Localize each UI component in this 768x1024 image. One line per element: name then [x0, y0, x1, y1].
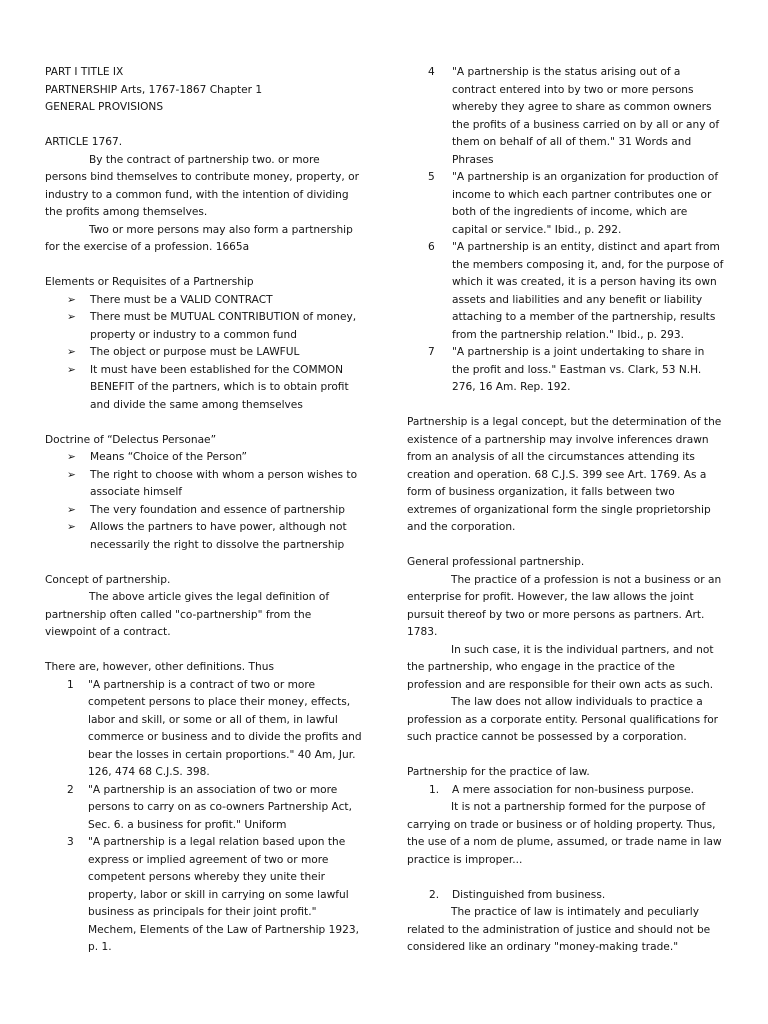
- definition-item: 1 "A partnership is a contract of two or more competent persons to place their money, effects, labor and skill, or some or all of them, in lawful commerce or business and to divide the profits and bear the losses in certain proportions." 40 Am, Jur. 126, 474 68 C.J.S. 398.: [67, 678, 362, 778]
- list-item: ➢ The very foundation and essence of partnership: [45, 502, 363, 520]
- definitions-intro: There are, however, other definitions. Thus: [45, 661, 274, 673]
- definition-item: 3 "A partnership is a legal relation based upon the express or implied agreement of two or more competent persons whereby they unite their property, labor or skill in carrying on some lawful business as principals for their joint profit." Mechem, Elements of the Law of Partnership 1923, p. 1.: [67, 836, 359, 953]
- definition-item: 6 "A partnership is an entity, distinct and apart from the members composing it, and, for the purpose of which it was created, it is a person having its own assets and liabilities and any benefit or liability attaching to a member of the partnership, results from the partnership relation." Ibid., p. 293.: [428, 241, 724, 341]
- gpp-title: General professional partnership.: [407, 556, 585, 568]
- list-item: ➢ It must have been established for the COMMON BENEFIT of the partners, which is to obtain profit and divide the same among themselves: [67, 363, 349, 411]
- heading-line: PART I TITLE IX: [45, 66, 124, 78]
- arrow-bullet-icon: ➢: [67, 346, 76, 358]
- law-item-paragraph: It is not a partnership formed for the purpose of carrying on trade or business or of holding property. Thus, the use of a nom de plume, assumed, or trade name in law practice is improper...: [407, 801, 722, 866]
- definition-item: 4 "A partnership is the status arising out of a contract entered into by two or more persons whereby they agree to share as common owners the profits of a business carried on by all or any of them on behalf of all of them." 31 Words and Phrases: [428, 66, 720, 166]
- elements-title: Elements or Requisites of a Partnership: [45, 276, 254, 288]
- article-title: ARTICLE 1767.: [45, 136, 123, 148]
- list-item: ➢ There must be a VALID CONTRACT: [45, 292, 363, 310]
- concept-title: Concept of partnership.: [45, 573, 171, 586]
- law-title: Partnership for the practice of law.: [407, 766, 590, 778]
- list-item: ➢ Allows the partners to have power, although not necessarily the right to dissolve the partnership: [67, 521, 347, 551]
- list-item: ➢ The object or purpose must be LAWFUL: [45, 344, 363, 362]
- gpp-paragraph: The law does not allow individuals to practice a profession as a corporate entity. Personal qualifications for such practice cannot be possessed by a corporation.: [407, 696, 719, 743]
- right-column: [407, 64, 725, 957]
- doctrine-title: Doctrine of “Delectus Personae”: [45, 433, 217, 446]
- definition-item: 5 "A partnership is an organization for production of income to which each partner contributes one or both of the ingredients of income, which are capital or service." Ibid., p. 292.: [428, 171, 719, 236]
- legal-concept-paragraph: Partnership is a legal concept, but the determination of the existence of a partnership may involve inferences drawn from an analysis of all the circumstances attending its creation and operation. 68 C.J.S. 399 see Art. 1769. As a form of business organization, it falls between two extremes of organizational form the single proprietorship and the corporation.: [407, 416, 722, 533]
- list-item: ➢ Means “Choice of the Person”: [45, 449, 363, 467]
- law-item-paragraph: The practice of law is intimately and peculiarly related to the administration of justice and should not be considered like an ordinary "money-making trade.": [407, 906, 711, 953]
- gpp-paragraph: The practice of a profession is not a business or an enterprise for profit. However, the law allows the joint pursuit thereof by two or more persons as partners. Art. 1783.: [407, 573, 722, 638]
- list-item: ➢ There must be MUTUAL CONTRIBUTION of money, property or industry to a common fund: [67, 311, 357, 341]
- article-paragraph: By the contract of partnership two. or more persons bind themselves to contribute money, property, or industry to a common fund, with the intention of dividing the profits among themselves.: [45, 153, 359, 218]
- gpp-paragraph: In such case, it is the individual partners, and not the partnership, who engage in the practice of the profession and are responsible for their own acts as such.: [407, 643, 714, 691]
- definition-item: 2 "A partnership is an association of two or more persons to carry on as co-owners Partnership Act, Sec. 6. a business for profit." Uniform: [67, 783, 352, 831]
- heading-line: GENERAL PROVISIONS: [45, 101, 164, 113]
- article-paragraph: Two or more persons may also form a partnership for the exercise of a profession. 1665a: [45, 223, 353, 253]
- definition-item: 7 "A partnership is a joint undertaking to share in the profit and loss." Eastman vs. Clark, 53 N.H. 276, 16 Am. Rep. 192.: [428, 346, 705, 393]
- arrow-bullet-icon: ➢: [67, 363, 76, 376]
- arrow-bullet-icon: ➢: [67, 451, 76, 463]
- arrow-bullet-icon: ➢: [67, 503, 76, 516]
- left-column: [45, 64, 363, 957]
- law-item-title: 1. A mere association for non-business purpose.: [429, 783, 695, 796]
- arrow-bullet-icon: ➢: [67, 521, 76, 533]
- law-item-title: 2. Distinguished from business.: [429, 888, 606, 901]
- list-item: ➢ The right to choose with whom a person wishes to associate himself: [67, 468, 358, 498]
- arrow-bullet-icon: ➢: [67, 293, 76, 306]
- heading-line: PARTNERSHIP Arts, 1767-1867 Chapter 1: [45, 83, 263, 96]
- concept-paragraph: The above article gives the legal definition of partnership often called "co-partnership" from the viewpoint of a contract.: [45, 591, 330, 638]
- arrow-bullet-icon: ➢: [67, 468, 76, 481]
- arrow-bullet-icon: ➢: [67, 311, 76, 323]
